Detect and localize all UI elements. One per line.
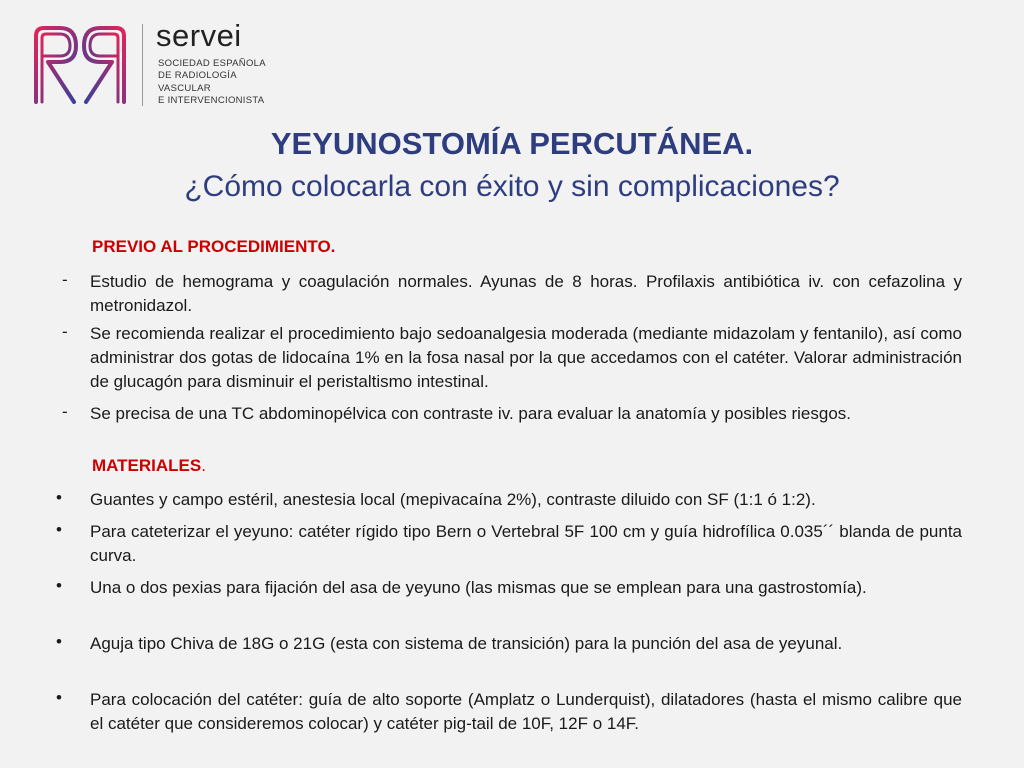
bullet-marker: •: [56, 632, 62, 651]
brand-subtitle-line: E INTERVENCIONISTA: [158, 95, 265, 107]
dash-marker: -: [62, 270, 68, 289]
section-heading-dot: .: [201, 456, 206, 475]
list-item-text: Guantes y campo estéril, anestesia local (mepivacaína 2%), contraste diluido con SF (1:1 ó 1:2).: [90, 490, 816, 509]
brand-subtitle-line: VASCULAR: [158, 82, 211, 94]
bullet-marker: •: [56, 520, 62, 539]
brand-subtitle: [158, 58, 266, 108]
list-item-text: Se precisa de una TC abdominopélvica con contraste iv. para evaluar la anatomía y posibles riesgos.: [90, 404, 852, 423]
list-item-text: Se recomienda realizar el procedimiento bajo sedoanalgesia moderada (mediante midazolam y fentanilo), así como administrar dos gotas de lidocaína 1% en la fosa nasal por la que accedamos con el catéter. Valorar administración de glucagón para disminuir el peristaltismo intestinal.: [90, 324, 962, 391]
dash-marker: -: [62, 322, 68, 341]
list-item-text: Estudio de hemograma y coagulación normales. Ayunas de 8 horas. Profilaxis antibiótica iv. con cefazolina y metronidazol.: [90, 272, 962, 315]
page-subtitle: ¿Cómo colocarla con éxito y sin complicaciones?: [184, 170, 840, 203]
rsr-monogram-logo: [30, 22, 130, 108]
section-heading-previo: [92, 237, 335, 257]
list-item-text: Para colocación del catéter: guía de alto soporte (Amplatz o Lunderquist), dilatadores (hasta el mismo calibre que el catéter que consideremos colocar) y catéter pig-tail de 10F, 12F o 14F.: [90, 690, 962, 733]
list-item-text: Aguja tipo Chiva de 18G o 21G (esta con sistema de transición) para la punción del asa de yeyunal.: [90, 634, 843, 653]
dash-marker: -: [62, 402, 68, 421]
bullet-marker: •: [56, 576, 62, 595]
section-heading-text: PREVIO AL PROCEDIMIENTO.: [92, 237, 336, 256]
brand-divider: [142, 24, 143, 106]
brand-name: servei: [156, 18, 242, 53]
brand-subtitle-line: SOCIEDAD ESPAÑOLA: [158, 58, 266, 69]
list-item-text: Para cateterizar el yeyuno: catéter rígido tipo Bern o Vertebral 5F 100 cm y guía hidrofílica 0.035´´ blanda de punta curva.: [90, 522, 962, 565]
brand-subtitle-line: DE RADIOLOGÍA: [158, 70, 237, 82]
section-heading-materiales: [92, 456, 206, 476]
list-item-text: Una o dos pexias para fijación del asa de yeyuno (las mismas que se emplean para una gastrostomía).: [90, 578, 867, 597]
bullet-marker: •: [56, 488, 62, 507]
section-heading-text: MATERIALES: [92, 456, 202, 475]
bullet-marker: •: [56, 688, 62, 707]
page-title: YEYUNOSTOMÍA PERCUTÁNEA.: [270, 126, 754, 161]
